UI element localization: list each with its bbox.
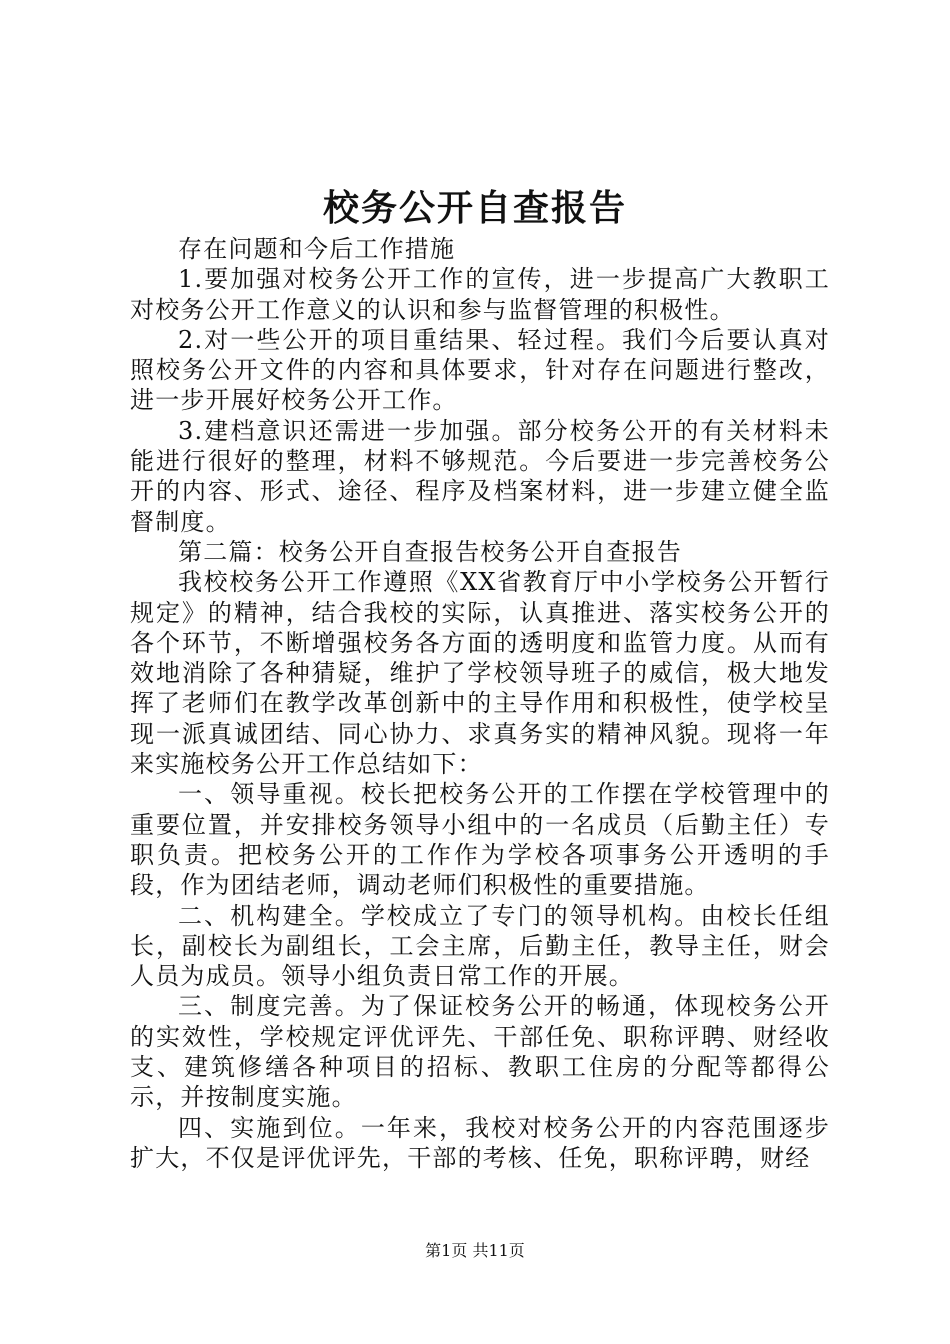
paragraph: 四、实施到位。一年来，我校对校务公开的内容范围逐步扩大，不仅是评优评先，干部的考核、任免，职称评聘，财经 bbox=[130, 1113, 830, 1172]
paragraph: 三、制度完善。为了保证校务公开的畅通，体现校务公开的实效性，学校规定评优评先、干部任免、职称评聘、财经收支、建筑修缮各种项目的招标、教职工住房的分配等都得公示，并按制度实施。 bbox=[130, 992, 830, 1112]
paragraph: 二、机构建全。学校成立了专门的领导机构。由校长任组长，副校长为副组长，工会主席，后勤主任，教导主任，财会人员为成员。领导小组负责日常工作的开展。 bbox=[130, 901, 830, 991]
paragraph: 我校校务公开工作遵照《XX省教育厅中小学校务公开暂行规定》的精神，结合我校的实际，认真推进、落实校务公开的各个环节，不断增强校务各方面的透明度和监管力度。从而有效地消除了各种猜疑，维护了学校领导班子的威信，极大地发挥了老师们在教学改革创新中的主导作用和积极性，使学校呈现一派真诚团结、同心协力、求真务实的精神风貌。现将一年来实施校务公开工作总结如下： bbox=[130, 568, 830, 779]
paragraph: 存在问题和今后工作措施 bbox=[178, 235, 456, 263]
paragraph: 1.要加强对校务公开工作的宣传，进一步提高广大教职工对校务公开工作意义的认识和参与监督管理的积极性。 bbox=[130, 265, 830, 324]
paragraph: 第二篇：校务公开自查报告校务公开自查报告 bbox=[178, 537, 682, 566]
page-footer: 第1页 共11页 bbox=[425, 1241, 525, 1260]
paragraph: 3.建档意识还需进一步加强。部分校务公开的有关材料未能进行很好的整理，材料不够规范。今后要进一步完善校务公开的内容、形式、途径、程序及档案材料，进一步建立健全监督制度。 bbox=[130, 416, 830, 536]
document-body bbox=[130, 234, 830, 1173]
paragraph: 2.对一些公开的项目重结果、轻过程。我们今后要认真对照校务公开文件的内容和具体要求，针对存在问题进行整改，进一步开展好校务公开工作。 bbox=[130, 325, 830, 415]
paragraph: 一、领导重视。校长把校务公开的工作摆在学校管理中的重要位置，并安排校务领导小组中的一名成员（后勤主任）专职负责。把校务公开的工作作为学校各项事务公开透明的手段，作为团结老师，调动老师们积极性的重要措施。 bbox=[130, 780, 830, 900]
document-title: 校务公开自查报告 bbox=[322, 187, 627, 229]
